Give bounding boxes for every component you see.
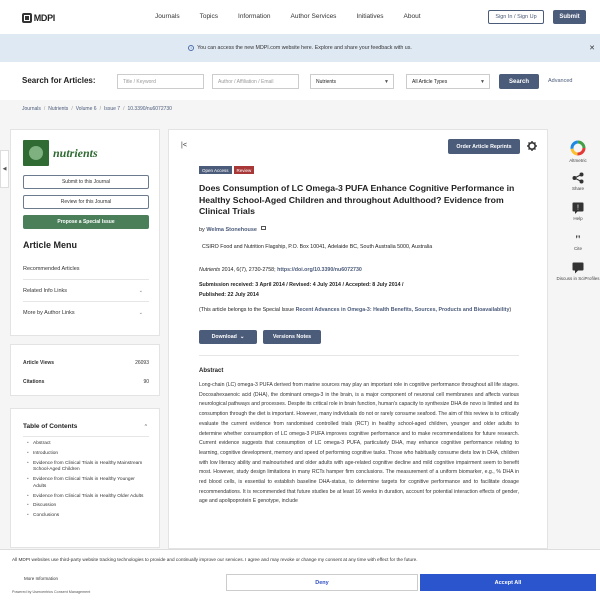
citations-row[interactable] xyxy=(23,379,149,385)
search-label: Search for Articles: xyxy=(22,76,96,85)
citations-label: Citations xyxy=(23,379,45,385)
citations-value: 90 xyxy=(143,379,149,385)
menu-item-label: Recommended Articles xyxy=(23,265,80,272)
citation-details: 2014, 6(7), 2730-2758; xyxy=(221,267,276,273)
dates-line-1: Submission received: 3 April 2014 / Revised: 4 July 2014 / Accepted: 8 July 2014 / xyxy=(199,282,404,288)
toc-item[interactable]: • Conclusions xyxy=(27,513,147,520)
by-label: by xyxy=(199,227,205,233)
views-value: 26093 xyxy=(135,360,149,366)
info-icon: i xyxy=(188,45,194,51)
help-icon xyxy=(572,202,584,214)
submit-button[interactable]: Submit xyxy=(553,10,586,24)
menu-item-label: Related Info Links xyxy=(23,287,68,294)
chevron-down-icon: ⌄ xyxy=(138,288,143,294)
nav-initiatives[interactable]: Initiatives xyxy=(356,13,384,20)
journal-logo[interactable] xyxy=(23,140,98,166)
article-views-row[interactable] xyxy=(23,360,149,366)
cookie-text: All MDPI websites use third-party website tracking technologies to provide and continually improve our services. I agree and may revoke or change my consent at any time with effect for the future. xyxy=(12,557,418,562)
share-label: Share xyxy=(571,186,584,191)
cite-label: Cite xyxy=(573,246,582,251)
toc-item[interactable]: • Abstract xyxy=(27,441,147,448)
menu-more-by-author[interactable] xyxy=(23,302,149,324)
toc-item[interactable]: • Evidence from Clinical Trials in Healthy Younger Adults xyxy=(27,477,147,490)
nav-about[interactable]: About xyxy=(403,13,421,20)
affiliation: CSIRO Food and Nutrition Flagship, P.O. Box 10041, Adelaide BC, South Australia 5000, Australia xyxy=(202,244,433,250)
breadcrumb: Journals / Nutrients / Volume 6 / Issue 7 / 10.3390/nu6072730 xyxy=(22,106,172,112)
order-reprints-button[interactable]: Order Article Reprints xyxy=(448,139,520,154)
nav-topics[interactable]: Topics xyxy=(199,13,219,20)
toc-item[interactable]: • Evidence from Clinical Trials in Healthy Older Adults xyxy=(27,494,147,501)
altmetric-label: Altmetric xyxy=(569,158,587,163)
sidebar-toggle[interactable] xyxy=(0,150,9,188)
discuss-label: Discuss in SciProfiles xyxy=(556,276,600,281)
chevron-left-icon: ◀ xyxy=(2,166,7,172)
cite-button[interactable] xyxy=(556,232,600,251)
toc-item[interactable]: • Introduction xyxy=(27,451,147,458)
abstract-text: Long-chain (LC) omega-3 PUFA derived from marine sources may play an important role in cognitive performance throughout all life stages. Docosahexaenoic acid (DHA), the dominant omega-3 in the brain, is a major component of neuronal cell membranes and affects various neurological pathways and processes. Despite its critical role in brain function, human's capacity to synthesize DHA de novo is limited and its consumption through the diet is important. However, many individuals do not or rarely consume seafood. The aim of this review is to critically evaluate the current evidence from randomised controlled trials (RCT) in healthy school-aged children, younger and older adults to determine whether consumption of LC omega-3 PUFA improves cognitive performance and to make recommendations for future research. Current evidence suggests that consumption of LC omega-3 PUFA, particularly DHA, may enhance cognitive performance relating to learning, cognitive development, memory and speed of performing cognitive tasks. Those who habitually consume diets low in DHA, children with low literacy ability and malnourished and older adults with age-related cognitive decline and mild cognitive impairment seem to benefit most. However, study design limitations in many RCTs hamper firm conclusions. The measurement of a uniform biomarker, e.g., % DHA in red blood cells, is essential to establish baseline DHA-status, to determine targets for cognitive performance and to facilitate dosage recommendations. It is recommended that future studies be at least 16 weeks in duration, account for potential interaction effects of gender, age and apolipoprotein E genotype, include xyxy=(199,382,519,505)
main-nav xyxy=(155,13,441,20)
help-label: Help xyxy=(573,216,583,221)
powered-by-text: Powered by Usercentrics Consent Management xyxy=(12,590,91,594)
article-stats-card xyxy=(10,344,160,396)
toc-list xyxy=(27,441,147,523)
sign-in-button[interactable]: Sign In / Sign Up xyxy=(488,10,544,24)
article-type-value: All Article Types xyxy=(412,78,448,85)
article-title: Does Consumption of LC Omega-3 PUFA Enhance Cognitive Performance in Healthy School-Aged Children and throughout Adulthood? Evidence from Clinical Trials xyxy=(199,183,515,217)
views-label: Article Views xyxy=(23,360,55,366)
submit-to-journal-button[interactable]: Submit to this Journal xyxy=(23,175,149,189)
special-issue-suffix: ) xyxy=(509,307,512,313)
breadcrumb-journals[interactable]: Journals xyxy=(22,106,41,112)
special-issue-link[interactable]: Recent Advances in Omega-3: Health Benefits, Sources, Products and Bioavailability xyxy=(295,307,510,313)
gear-icon[interactable] xyxy=(527,141,537,151)
journal-name: nutrients xyxy=(53,145,98,160)
top-navigation xyxy=(0,0,600,34)
collapse-sidebar-icon[interactable]: |< xyxy=(181,142,187,149)
share-icon xyxy=(572,172,584,184)
search-button[interactable]: Search xyxy=(499,74,539,89)
journal-card xyxy=(10,129,160,336)
article-badges xyxy=(199,166,254,174)
quote-icon xyxy=(572,232,584,244)
special-issue-note xyxy=(199,306,519,316)
more-information-link[interactable]: More Information xyxy=(24,576,59,581)
special-issue-prefix: (This article belongs to the Special Issue xyxy=(199,307,295,313)
breadcrumb-nutrients[interactable]: Nutrients xyxy=(48,106,69,112)
chevron-down-icon: ⌄ xyxy=(138,310,143,316)
altmetric-donut-icon xyxy=(570,140,586,156)
advanced-search-link[interactable]: Advanced xyxy=(548,78,573,84)
review-badge: Review xyxy=(234,166,255,174)
citation-line xyxy=(199,267,362,273)
dates-line-2: Published: 22 July 2014 xyxy=(199,291,259,298)
open-access-badge: Open Access xyxy=(199,166,232,174)
breadcrumb-doi[interactable]: 10.3390/nu6072730 xyxy=(127,106,172,112)
breadcrumb-volume[interactable]: Volume 6 xyxy=(75,106,97,112)
discuss-button[interactable] xyxy=(556,262,600,281)
svg-text:": " xyxy=(574,232,582,244)
journal-select-value: Nutrients xyxy=(316,78,337,85)
table-of-contents-card xyxy=(10,408,160,548)
mdpi-logo[interactable] xyxy=(22,9,55,26)
menu-item-label: More by Author Links xyxy=(23,310,75,316)
altmetric-widget[interactable] xyxy=(556,140,600,163)
article-authors xyxy=(199,226,266,233)
article-menu-heading: Article Menu xyxy=(23,240,78,250)
toc-item[interactable]: • Discussion xyxy=(27,503,147,510)
menu-related-info-links[interactable] xyxy=(23,280,149,302)
chevron-down-icon: ⌄ xyxy=(239,334,245,340)
author-link[interactable]: Welma Stonehouse xyxy=(206,227,257,233)
author-input[interactable]: Author / Affiliation / Email xyxy=(212,74,299,89)
share-button[interactable] xyxy=(556,172,600,191)
search-bar xyxy=(0,62,600,100)
deny-button[interactable]: Deny xyxy=(226,574,418,591)
propose-special-issue-button[interactable]: Propose a Special Issue xyxy=(23,215,149,229)
article-type-select[interactable] xyxy=(406,74,490,89)
help-button[interactable] xyxy=(556,202,600,221)
nutrients-logo-icon xyxy=(23,140,49,166)
chevron-down-icon: ▼ xyxy=(480,79,485,85)
logo-text: MDPI xyxy=(33,12,55,23)
abstract-heading: Abstract xyxy=(199,368,224,374)
chevron-down-icon: ▼ xyxy=(384,79,389,85)
banner-text[interactable]: You can access the new MDPI.com website here. Explore and share your feedback with us. xyxy=(197,45,412,51)
nav-author-services[interactable]: Author Services xyxy=(290,13,337,20)
info-banner xyxy=(0,34,600,62)
doi-link[interactable]: https://doi.org/10.3390/nu6072730 xyxy=(277,267,362,273)
citation-journal: Nutrients xyxy=(199,267,221,273)
nav-journals[interactable]: Journals xyxy=(155,13,180,20)
download-label: Download xyxy=(211,334,237,340)
title-keyword-input[interactable]: Title / Keyword xyxy=(117,74,204,89)
toc-heading: Table of Contents xyxy=(23,423,78,430)
versions-notes-button[interactable]: Versions Notes xyxy=(263,330,321,344)
download-button[interactable] xyxy=(199,330,257,344)
journal-select[interactable] xyxy=(310,74,394,89)
menu-recommended-articles[interactable] xyxy=(23,258,149,280)
email-icon[interactable] xyxy=(261,226,266,230)
chevron-up-icon[interactable]: ^ xyxy=(144,424,147,430)
comment-icon xyxy=(572,262,584,274)
article-dates xyxy=(199,281,499,300)
accept-all-button[interactable]: Accept All xyxy=(420,574,596,591)
review-for-journal-button[interactable]: Review for this Journal xyxy=(23,195,149,209)
breadcrumb-issue[interactable]: Issue 7 xyxy=(103,106,121,112)
close-icon[interactable]: ✕ xyxy=(589,45,595,52)
mdpi-logo-icon xyxy=(22,13,32,23)
article-card xyxy=(168,129,548,549)
svg-text:!: ! xyxy=(577,204,579,212)
cookie-consent-bar xyxy=(0,549,600,600)
nav-information[interactable]: Information xyxy=(238,13,271,20)
toc-item[interactable]: • Evidence from Clinical Trials in Healthy Mainstream School-Aged Children xyxy=(27,461,147,474)
